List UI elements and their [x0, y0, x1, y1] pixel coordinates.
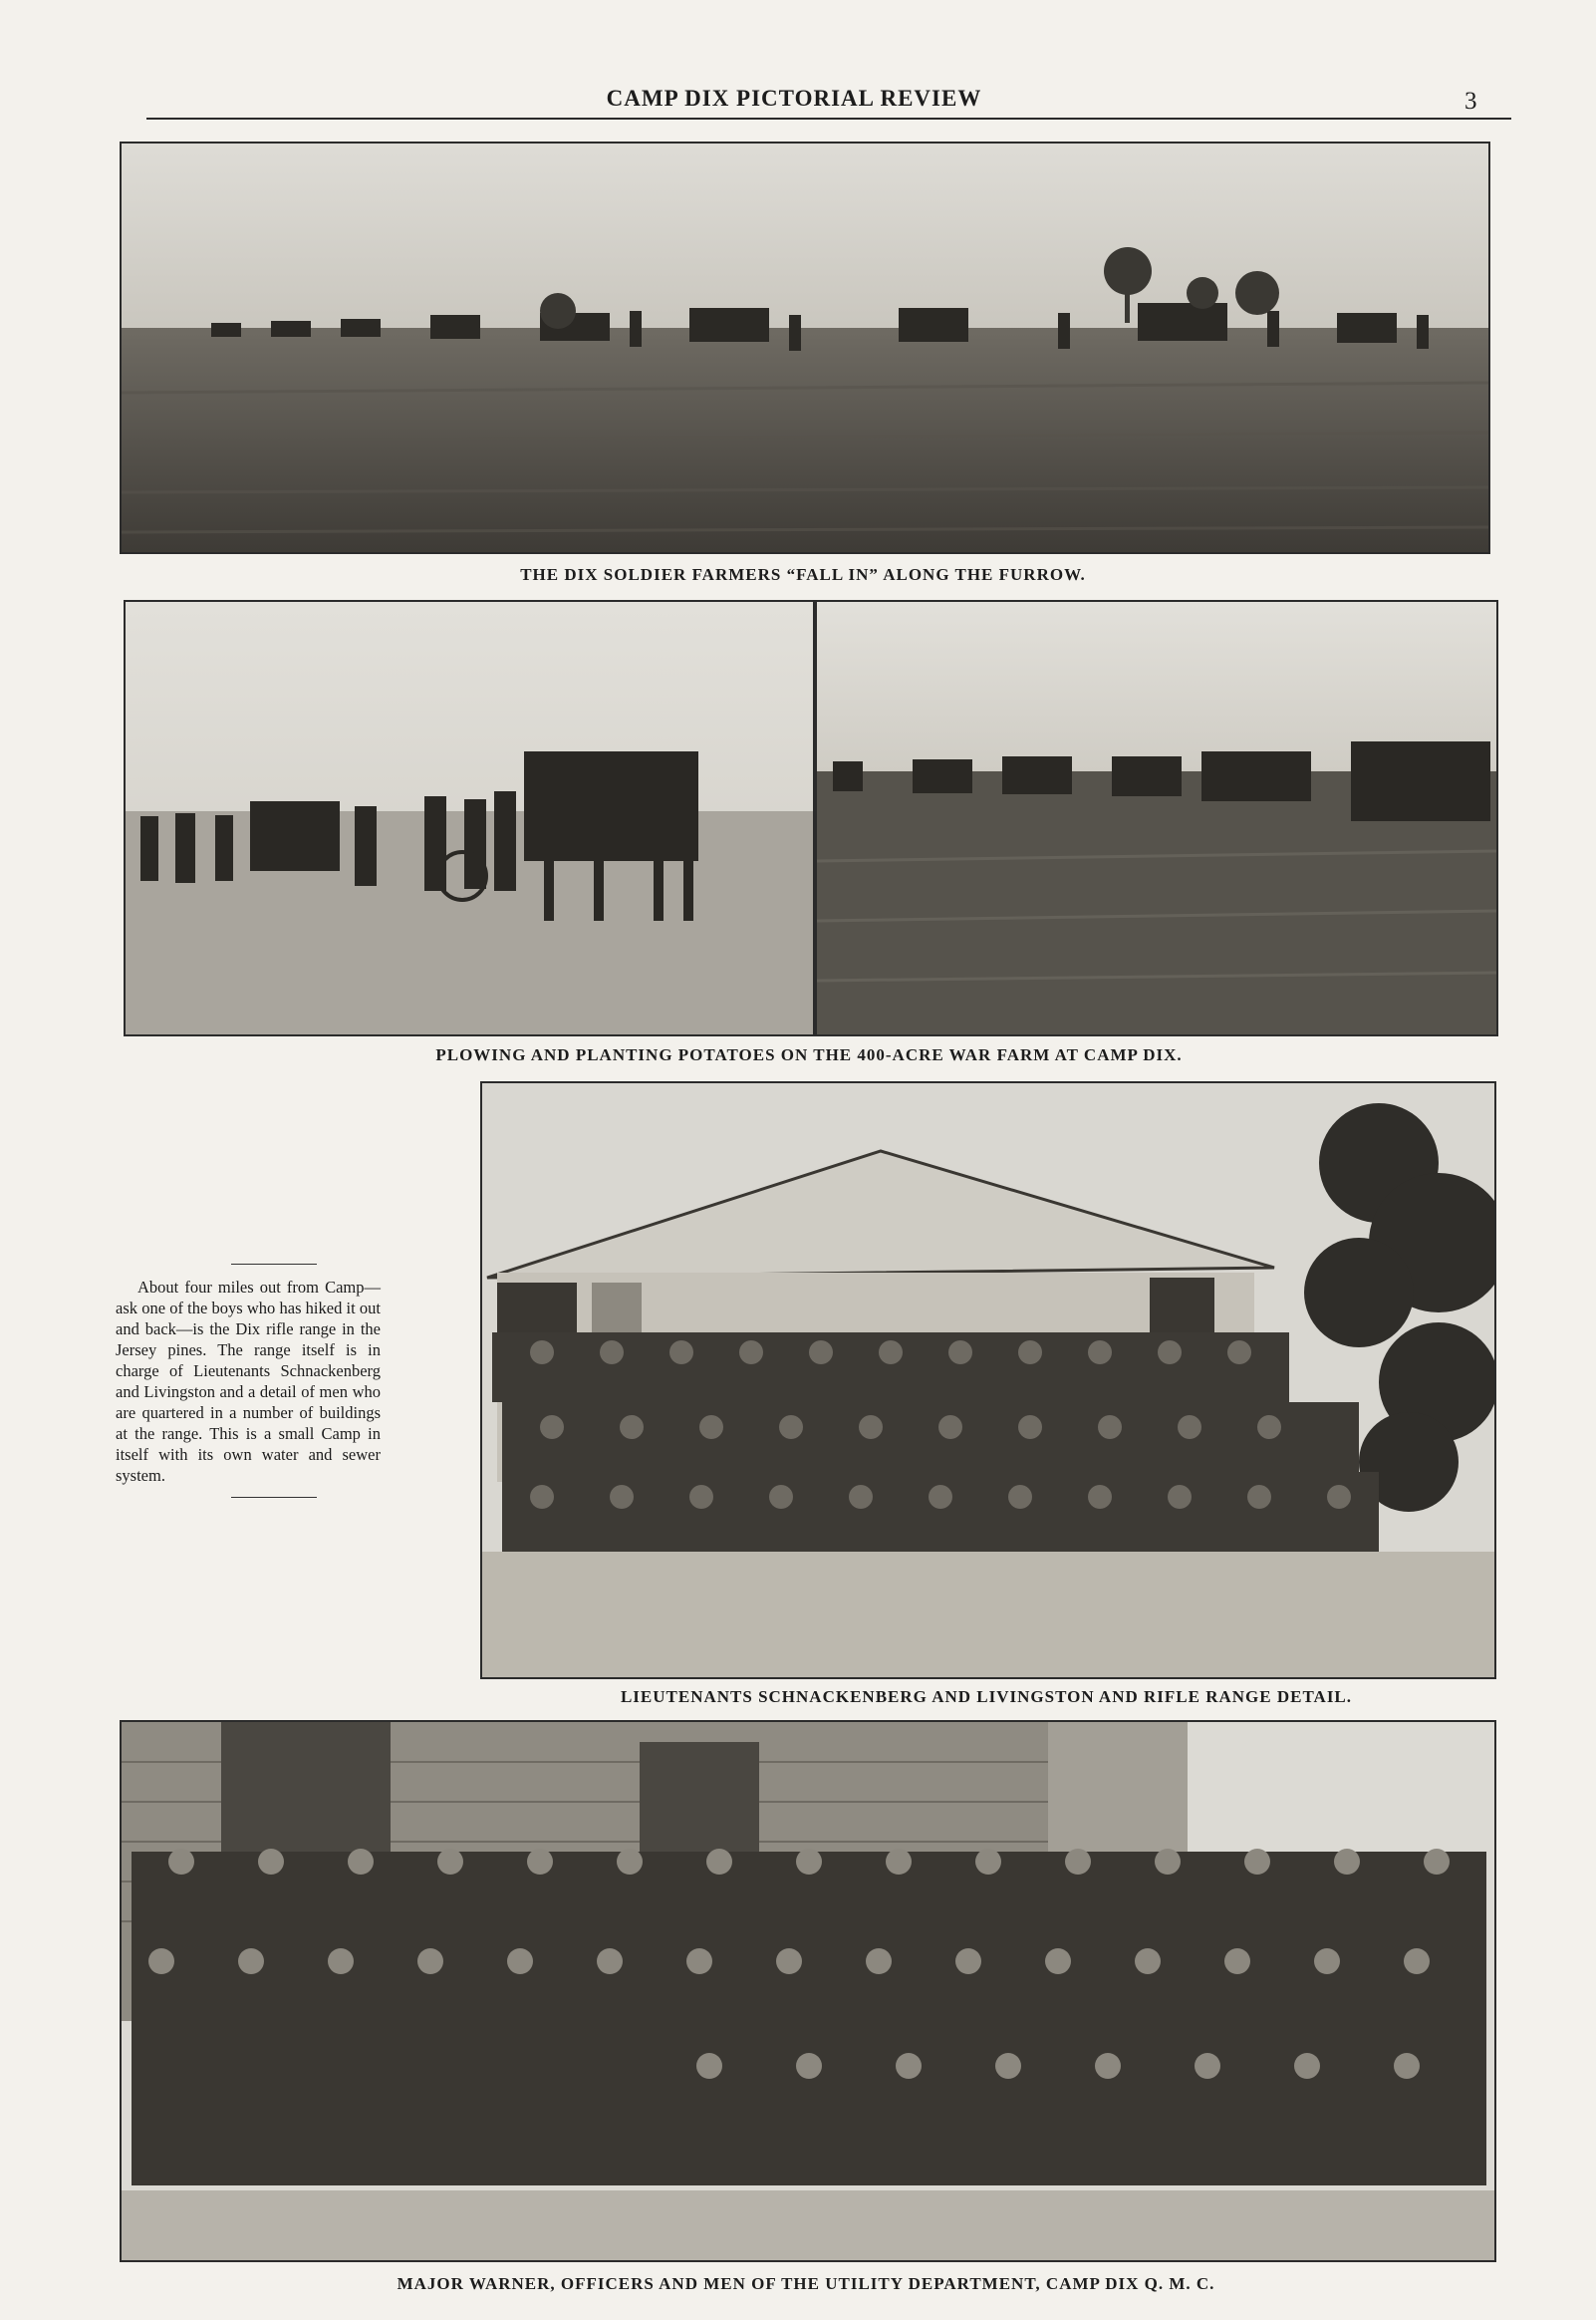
photo-planting-potatoes [124, 600, 1498, 1036]
photo-soldier-farmers [120, 142, 1490, 554]
caption-soldier-farmers: THE DIX SOLDIER FARMERS “FALL IN” ALONG THE FURROW. [520, 565, 1086, 584]
photo-utility-department-image [122, 1722, 1494, 2260]
publication-title: CAMP DIX PICTORIAL REVIEW [606, 86, 982, 111]
caption-rifle-range-detail: LIEUTENANTS SCHNACKENBERG AND LIVINGSTON AND RIFLE RANGE DETAIL. [620, 1687, 1353, 1706]
photo-planting-potatoes-image [126, 602, 1496, 1034]
caption-utility-department: MAJOR WARNER, OFFICERS AND MEN OF THE UTILITY DEPARTMENT, CAMP DIX Q. M. C. [397, 2274, 1215, 2293]
photo-utility-department [120, 1720, 1496, 2262]
page-number: 3 [1464, 88, 1477, 115]
article-text: About four miles out from Camp—ask one of the boys who has hiked it out and back—is the Dix rifle range in the Jersey pines. The range itself is in charge of Lieutenants Schnackenberg and Livingston and a detail of men who are quartered in a number of buildings at the range. This is a small Camp in itself with its own water and sewer system. [116, 1278, 381, 1485]
photo-rifle-range-detail-image [482, 1083, 1494, 1677]
caption-planting-potatoes: PLOWING AND PLANTING POTATOES ON THE 400-ACRE WAR FARM AT CAMP DIX. [435, 1045, 1183, 1064]
photo-soldier-farmers-image [122, 144, 1488, 552]
article-rule-top [231, 1264, 317, 1265]
article-rule-bottom [231, 1497, 317, 1498]
photo-rifle-range-detail [480, 1081, 1496, 1679]
header-rule [146, 118, 1511, 120]
